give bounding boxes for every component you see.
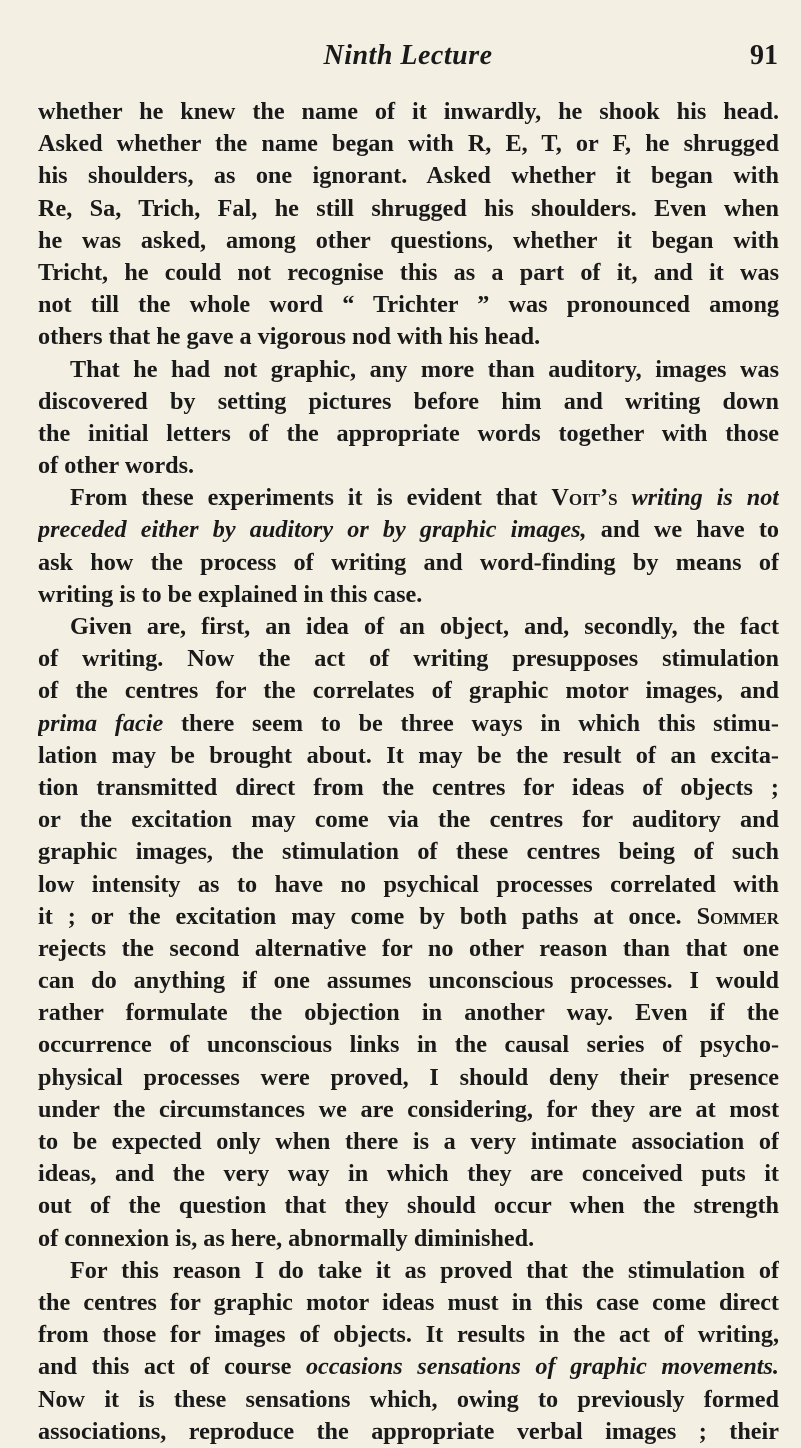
text-run: tion transmitted direct from the centres for ideas of objects ; xyxy=(38,773,779,801)
text-run: occurrence of unconscious links in the causal series of psycho- xyxy=(38,1031,779,1059)
text-run: to be expected only when there is a very intimate association of xyxy=(38,1128,779,1155)
text-line xyxy=(38,386,779,418)
text-line xyxy=(38,96,779,128)
text-line xyxy=(38,675,779,707)
text-line xyxy=(38,869,779,901)
text-line xyxy=(38,611,779,643)
text-line xyxy=(38,1384,779,1416)
text-line xyxy=(38,1287,779,1319)
text-run: can do anything if one assumes unconscious processes. I would xyxy=(38,967,779,995)
text-run: his shoulders, as one ignorant. Asked whether it began with xyxy=(38,162,779,190)
text-line xyxy=(38,1094,779,1126)
text-line xyxy=(38,1190,779,1222)
text-run: others that he gave a vigorous nod with his head. xyxy=(38,323,541,351)
text-run: writing is to be explained in this case. xyxy=(38,580,423,608)
text-run: not till the whole word “ Trichter ” was pronounced among xyxy=(38,291,779,319)
text-run: Asked whether the name began with R, E, T, or F, he shrugged xyxy=(38,130,779,158)
text-line xyxy=(38,225,779,257)
text-line xyxy=(38,160,779,192)
text-line xyxy=(38,257,779,289)
text-run: Sommer xyxy=(696,902,779,930)
text-run: writing is not xyxy=(631,484,779,512)
text-line xyxy=(38,354,779,386)
text-line xyxy=(38,1255,779,1287)
text-line xyxy=(38,579,779,611)
text-line xyxy=(38,708,779,740)
text-run: ideas, and the very way in which they are conceived puts it xyxy=(38,1160,779,1188)
text-run: of connexion is, as here, abnormally diminished. xyxy=(38,1224,535,1252)
text-run: Tricht, he could not recognise this as a part of it, and it was xyxy=(38,258,779,286)
text-run: the centres for graphic motor ideas must in this case come direct xyxy=(38,1288,779,1316)
text-run: That he had not graphic, any more than auditory, images was xyxy=(70,355,779,383)
text-run: there seem to be three ways in which this stimu- xyxy=(163,709,779,737)
text-line xyxy=(38,933,779,965)
text-line xyxy=(38,901,779,933)
text-line xyxy=(38,1223,779,1255)
text-line xyxy=(38,772,779,804)
text-line xyxy=(38,1062,779,1094)
text-run: of writing. Now the act of writing presupposes stimulation xyxy=(38,645,779,673)
text-run: of the centres for the correlates of graphic motor images, and xyxy=(38,677,779,705)
text-run: the initial letters of the appropriate words together with those xyxy=(38,419,779,447)
text-run: occasions sensations of graphic movements. xyxy=(305,1353,779,1381)
running-head xyxy=(38,40,778,80)
text-run: For this reason I do take it as proved that the stimulation of xyxy=(70,1256,779,1284)
text-line xyxy=(38,1416,779,1448)
text-run: rather formulate the objection in another way. Even if the xyxy=(38,999,779,1027)
text-line xyxy=(38,643,779,675)
text-run: preceded either by auditory or by graphic images, xyxy=(38,516,587,544)
text-line xyxy=(38,804,779,836)
text-line xyxy=(38,289,779,321)
page-number: 91 xyxy=(750,40,778,71)
text-run: out of the question that they should occur when the strength xyxy=(38,1192,779,1220)
text-run: and we have to xyxy=(586,516,779,544)
text-run: of other words. xyxy=(38,452,195,480)
text-line xyxy=(38,514,779,546)
text-run: or the excitation may come via the centres for auditory and xyxy=(38,806,779,834)
text-run: Re, Sa, Trich, Fal, he still shrugged his shoulders. Even when xyxy=(38,194,779,222)
text-line xyxy=(38,965,779,997)
text-run: physical processes were proved, I should deny their presence xyxy=(38,1063,779,1091)
text-line xyxy=(38,1319,779,1351)
text-line xyxy=(38,740,779,772)
text-line xyxy=(38,997,779,1029)
text-run: Given are, first, an idea of an object, and, secondly, the fact xyxy=(70,613,779,640)
page-header-title: Ninth Lecture xyxy=(323,40,493,71)
text-run: it ; or the excitation may come by both paths at once. xyxy=(38,902,697,930)
text-run: under the circumstances we are considering, for they are at most xyxy=(38,1095,779,1123)
text-run: ask how the process of writing and word-finding by means of xyxy=(38,548,779,576)
text-line xyxy=(38,1029,779,1061)
body-text xyxy=(38,96,779,1448)
text-run: prima facie xyxy=(38,709,164,737)
text-line xyxy=(38,836,779,868)
text-run: graphic images, the stimulation of these centres being of such xyxy=(38,838,779,866)
text-run: and this act of course xyxy=(38,1353,306,1381)
text-run xyxy=(618,484,632,511)
text-run: he was asked, among other questions, whether it began with xyxy=(38,226,779,254)
text-line xyxy=(38,1126,779,1158)
text-line xyxy=(38,321,779,353)
text-run: Voit’s xyxy=(551,484,618,512)
text-run: lation may be brought about. It may be the result of an excita- xyxy=(38,741,779,769)
text-line xyxy=(38,1351,779,1383)
text-line xyxy=(38,547,779,579)
text-run: discovered by setting pictures before him and writing down xyxy=(38,387,779,415)
text-run: whether he knew the name of it inwardly, he shook his head. xyxy=(38,98,779,125)
text-line xyxy=(38,482,779,514)
text-line xyxy=(38,418,779,450)
text-run: Now it is these sensations which, owing to previously formed xyxy=(38,1385,779,1413)
text-line xyxy=(38,128,779,160)
text-run: associations, reproduce the appropriate verbal images ; their xyxy=(38,1417,779,1445)
text-run: rejects the second alternative for no other reason than that one xyxy=(38,934,779,962)
text-run: from those for images of objects. It results in the act of writing, xyxy=(38,1321,779,1349)
text-line xyxy=(38,450,779,482)
text-line xyxy=(38,1158,779,1190)
text-line xyxy=(38,193,779,225)
text-run: From these experiments it is evident that xyxy=(70,484,552,512)
text-run: low intensity as to have no psychical processes correlated with xyxy=(38,870,779,898)
